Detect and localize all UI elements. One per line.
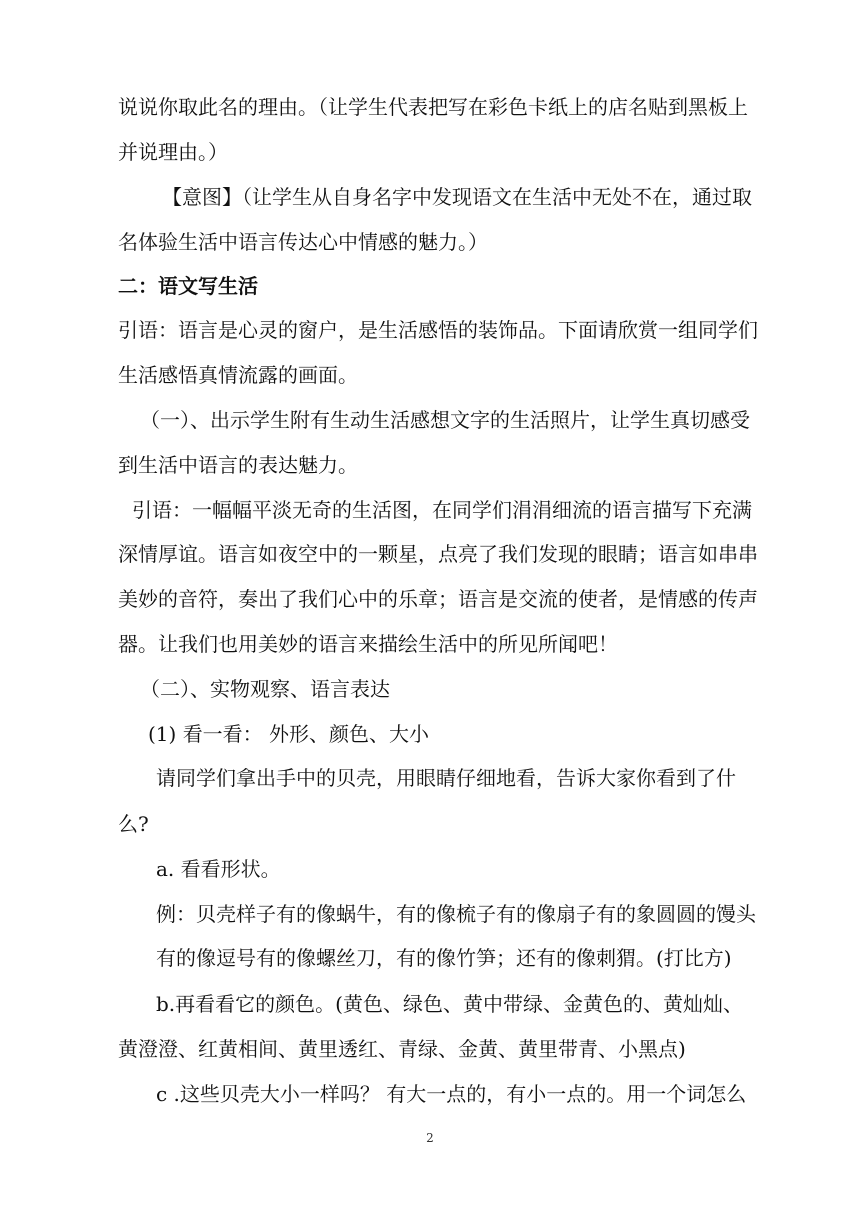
text-line: 例：贝壳样子有的像蜗牛，有的像梳子有的像扇子有的象圆圆的馒头 bbox=[156, 902, 756, 926]
text-line: （一）、出示学生附有生动生活感想文字的生活照片，让学生真切感受 bbox=[140, 408, 750, 432]
text-line: b.再看看它的颜色。(黄色、绿色、黄中带绿、金黄色的、黄灿灿、 bbox=[156, 992, 743, 1016]
text-line: 并说理由。） bbox=[118, 140, 228, 164]
text-line: 深情厚谊。语言如夜空中的一颗星，点亮了我们发现的眼睛；语言如串串 bbox=[118, 542, 758, 566]
page-number: 2 bbox=[426, 1131, 434, 1145]
text-line: 引语：一幅幅平淡无奇的生活图，在同学们涓涓细流的语言描写下充满 bbox=[132, 498, 752, 522]
text-line: 生活感悟真情流露的画面。 bbox=[118, 363, 358, 387]
text-line: 到生活中语言的表达魅力。 bbox=[118, 453, 358, 477]
text-line: 引语：语言是心灵的窗户，是生活感悟的装饰品。下面请欣赏一组同学们 bbox=[118, 318, 758, 342]
text-line: 说说你取此名的理由。（让学生代表把写在彩色卡纸上的店名贴到黑板上 bbox=[118, 95, 748, 119]
text-line: 【意图】（让学生从自身名字中发现语文在生活中无处不在，通过取 bbox=[162, 185, 752, 209]
text-line: 黄澄澄、红黄相间、黄里透红、青绿、金黄、黄里带青、小黑点) bbox=[118, 1037, 686, 1061]
text-line: a. 看看形状。 bbox=[156, 857, 281, 881]
text-line: 美妙的音符，奏出了我们心中的乐章；语言是交流的使者，是情感的传声 bbox=[118, 587, 758, 611]
text-line: (1) 看一看： 外形、颜色、大小 bbox=[148, 722, 430, 746]
text-line: 器。让我们也用美妙的语言来描绘生活中的所见所闻吧！ bbox=[118, 632, 618, 656]
text-line: c .这些贝壳大小一样吗？ 有大一点的，有小一点的。用一个词怎么 bbox=[156, 1082, 747, 1106]
subsection-heading: （二）、实物观察、语言表达 bbox=[140, 677, 390, 701]
section-heading: 二：语文写生活 bbox=[118, 274, 258, 298]
text-line: 有的像逗号有的像螺丝刀，有的像竹笋；还有的像刺猬。(打比方) bbox=[156, 946, 732, 970]
text-line: 名体验生活中语言传达心中情感的魅力。） bbox=[118, 230, 488, 254]
text-line: 么? bbox=[118, 812, 149, 836]
text-line: 请同学们拿出手中的贝壳，用眼睛仔细地看，告诉大家你看到了什 bbox=[156, 766, 736, 790]
